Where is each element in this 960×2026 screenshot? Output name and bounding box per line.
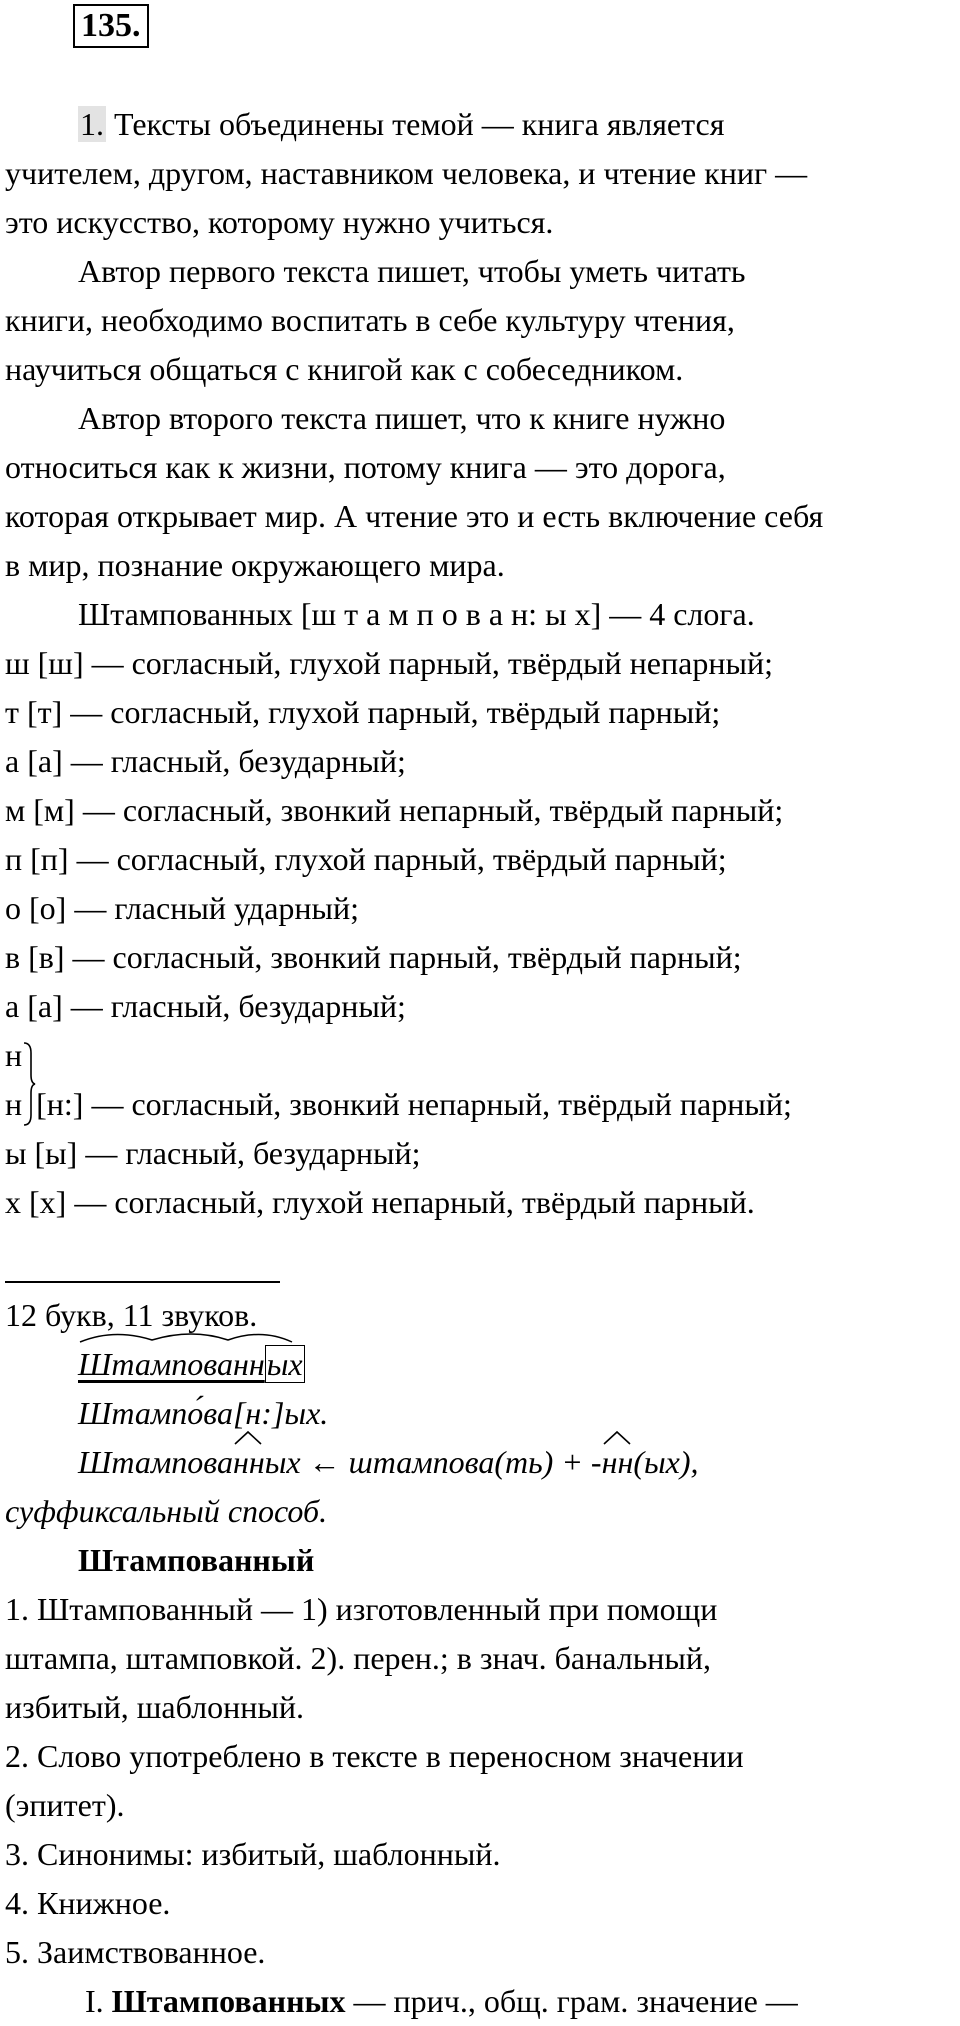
lexical-item: избитый, шаблонный. bbox=[5, 1689, 304, 1725]
grammar-prefix: I. bbox=[85, 1983, 112, 2019]
lexical-item: штампа, штамповкой. 2). перен.; в знач. банальный, bbox=[5, 1640, 712, 1676]
phonetic-title: Штампованных [ш т а м п о в а н: ы х] — 4 слога. bbox=[78, 596, 755, 632]
phonetic-row: о [о] — гласный ударный; bbox=[5, 890, 360, 926]
nn-letter-top: н bbox=[5, 1037, 23, 1073]
summary-line: 12 букв, 11 звуков. bbox=[5, 1297, 258, 1333]
stem-mark bbox=[78, 1340, 265, 1389]
phonetic-row: х [х] — согласный, глухой непарный, твёрдый парный. bbox=[5, 1184, 755, 1220]
lexical-item: 5. Заимствованное. bbox=[5, 1934, 266, 1970]
derivation-line bbox=[5, 1438, 955, 1487]
nn-row-text: [н:] — согласный, звонкий непарный, твёрдый парный; bbox=[36, 1086, 792, 1122]
footnote-divider bbox=[5, 1281, 280, 1283]
phonetic-row: м [м] — согласный, звонкий непарный, твёрдый парный; bbox=[5, 792, 784, 828]
lexical-item: 2. Слово употреблено в тексте в переносном значении bbox=[5, 1738, 744, 1774]
derivation-part: Штампова bbox=[78, 1444, 233, 1480]
paragraph-2-line-1: Автор первого текста пишет, чтобы уметь читать bbox=[78, 253, 746, 289]
grammar-word: Штампованных bbox=[111, 1983, 346, 2019]
nn-letter-bottom: н bbox=[5, 1086, 23, 1122]
phonetic-row: в [в] — согласный, звонкий парный, твёрдый парный; bbox=[5, 939, 742, 975]
morpheme-breakdown bbox=[5, 1340, 955, 1389]
paragraph-1-line-1 bbox=[5, 100, 955, 149]
paragraph-2-line-3: научиться общаться с книгой как с собеседником. bbox=[5, 351, 684, 387]
analysis-text bbox=[5, 100, 955, 1227]
phonetic-row: ы [ы] — гласный, безударный; bbox=[5, 1135, 421, 1171]
stress-transcription: Штампо́ва[н:]ых. bbox=[78, 1395, 329, 1431]
paragraph-text: Тексты объединены темой — книга является bbox=[106, 106, 725, 142]
phonetic-row: а [а] — гласный, безударный; bbox=[5, 988, 406, 1024]
lexical-heading-text: Штампованный bbox=[78, 1542, 315, 1578]
paragraph-3-line-4: в мир, познание окружающего мира. bbox=[5, 547, 505, 583]
nn-row-top bbox=[5, 1031, 955, 1080]
phonetic-row: а [а] — гласный, безударный; bbox=[5, 743, 406, 779]
lexical-item: 3. Синонимы: избитый, шаблонный. bbox=[5, 1836, 501, 1872]
lexical-item: (эпитет). bbox=[5, 1787, 125, 1823]
paragraph-1-line-2: учителем, другом, наставником человека, и чтение книг — bbox=[5, 155, 808, 191]
item-marker: 1. bbox=[80, 106, 104, 142]
paragraph-3-line-2: относиться как к жизни, потому книга — это дорога, bbox=[5, 449, 726, 485]
suffix-text: нн bbox=[601, 1444, 634, 1480]
suffix-mark bbox=[233, 1438, 265, 1487]
derivation-method: суффиксальный способ. bbox=[5, 1493, 328, 1529]
word-stem: Штампованн bbox=[78, 1346, 265, 1382]
exercise-number: 135. bbox=[73, 4, 149, 48]
lexical-heading bbox=[5, 1536, 955, 1585]
suffix-caret-icon bbox=[233, 1430, 263, 1446]
suffix-caret-icon bbox=[602, 1430, 632, 1446]
paragraph-3-line-1: Автор второго текста пишет, что к книге нужно bbox=[78, 400, 726, 436]
grammar-rest: — прич., общ. грам. значение — bbox=[345, 1983, 798, 2019]
paragraph-3-line-3: которая открывает мир. А чтение это и есть включение себя bbox=[5, 498, 824, 534]
phonetic-row: п [п] — согласный, глухой парный, твёрдый парный; bbox=[5, 841, 727, 877]
morphemic-section bbox=[5, 1291, 955, 2026]
paragraph-2-line-2: книги, необходимо воспитать в себе культуру чтения, bbox=[5, 302, 735, 338]
derivation-part: (ых), bbox=[633, 1444, 699, 1480]
suffix-text: нн bbox=[232, 1444, 265, 1480]
word-ending: ых bbox=[266, 1346, 303, 1382]
lexical-item: 1. Штампованный — 1) изготовленный при помощи bbox=[5, 1591, 718, 1627]
root-arc-icon bbox=[78, 1328, 296, 1348]
curly-brace-icon bbox=[22, 1041, 36, 1127]
phonetic-row: т [т] — согласный, глухой парный, твёрдый парный; bbox=[5, 694, 721, 730]
paragraph-1-line-3: это искусство, которому нужно учиться. bbox=[5, 204, 554, 240]
lexical-item: 4. Книжное. bbox=[5, 1885, 171, 1921]
derivation-part: ых ← штампова(ть) + - bbox=[264, 1444, 602, 1480]
suffix-mark bbox=[602, 1438, 634, 1487]
nn-row-bottom bbox=[5, 1080, 955, 1129]
grammar-line bbox=[5, 1977, 955, 2026]
phonetic-row: ш [ш] — согласный, глухой парный, твёрдый непарный; bbox=[5, 645, 773, 681]
